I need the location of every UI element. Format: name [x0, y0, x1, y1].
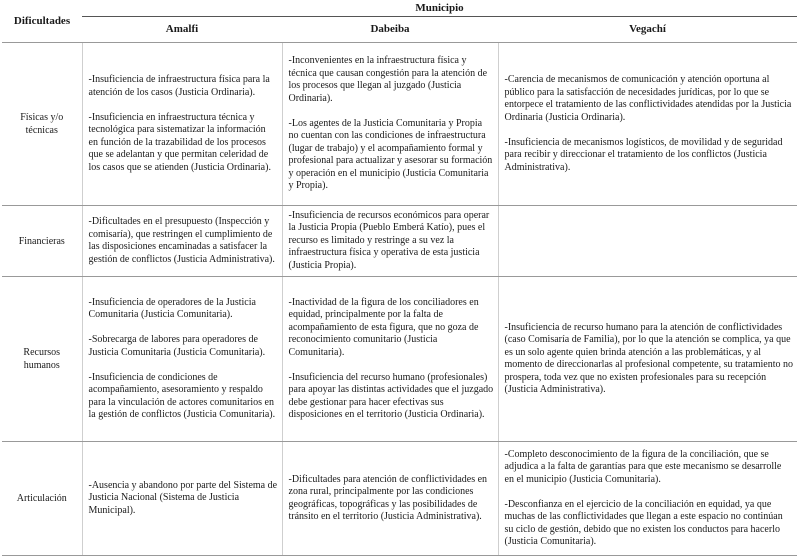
category-cell: Físicas y/o técnicas	[2, 43, 82, 206]
cell-paragraph: -Insuficiencia de mecanismos logísticos, de movilidad y de seguridad para recibir y direccionar el tratamiento de los conflictos (Justicia Administrativa).	[504, 136, 783, 173]
category-cell: Financieras	[2, 206, 82, 277]
header-dificultades: Dificultades	[2, 0, 82, 43]
cell-paragraph: -Sobrecarga de labores para operadores de Justicia Comunitaria (Justicia Comunitaria).	[88, 334, 266, 358]
dabeiba-cell	[282, 277, 498, 442]
vegachi-cell	[498, 206, 797, 277]
table-row	[2, 442, 797, 556]
table-row	[2, 277, 797, 442]
cell-paragraph: -Dificultades para atención de conflictividades en zona rural, principalmente por las condiciones geográficas, topográficas y las posibilidades de tránsito en el territorio (Justicia Administrativa).	[288, 473, 488, 522]
cell-paragraph: -Inactividad de la figura de los conciliadores en equidad, principalmente por la falta de acompañamiento de esta figura, que no goza de reconocimiento comunitario (Justicia Comunitaria).	[288, 296, 479, 358]
vegachi-cell	[498, 277, 797, 442]
dabeiba-cell	[282, 43, 498, 206]
cell-paragraph: -Insuficiencia de operadores de la Justicia Comunitaria (Justicia Comunitaria).	[88, 296, 256, 320]
cell-paragraph: -Completo desconocimiento de la figura de la conciliación, que se adjudica a la falta de garantías para que este mecanismo se desarrolle en el municipio (Justicia Comunitaria).	[504, 448, 782, 485]
cell-paragraph: -Insuficiencia de recursos económicos para operar la Justicia Propia (Pueblo Emberá Katío), pues el recurso es limitado y restringe a su vez la infraestructura física y operativa de esta justicia (Justicia Propia).	[288, 209, 490, 271]
vegachi-cell	[498, 43, 797, 206]
cell-paragraph: -Insuficiencia del recurso humano (profesionales) para apoyar las distintas actividades que el juzgado debe gestionar para hacer efectivas sus disposiciones en el territorio (Justicia Ordinaria).	[288, 371, 494, 420]
difficulties-table	[2, 0, 797, 556]
cell-paragraph: -Insuficiencia en infraestructura técnica y tecnológica para sistematizar la información en función de la trazabilidad de los procesos que se adelantan y que permitan celeridad de los casos que se atienden (Justicia Ordinaria).	[88, 111, 271, 173]
dabeiba-cell	[282, 442, 498, 556]
header-amalfi: Amalfi	[82, 17, 282, 43]
category-cell: Articulación	[2, 442, 82, 556]
header-dabeiba: Dabeiba	[282, 17, 498, 43]
cell-paragraph: -Carencia de mecanismos de comunicación y atención oportuna al público para la satisfacción de necesidades jurídicas, por lo que se entorpece el tratamiento de las conflictividades atendidas por la Justicia Ordinaria (Justicia Ordinaria).	[504, 74, 792, 123]
cell-paragraph: -Insuficiencia de recurso humano para la atención de conflictividades (caso Comisaría de Familia), por lo que la atención se complica, ya que es un solo agente quien brinda atención a las problemáticas, y al momento de direccionarlas al profesional competente, su tratamiento no prospera, toda vez que no existen profesionales para su recepción (Justicia Administrativa).	[504, 321, 794, 395]
table-row	[2, 206, 797, 277]
cell-paragraph: -Insuficiencia de condiciones de acompañamiento, asesoramiento y respaldo para la vinculación de actores comunitarios en la gestión de conflictos (Justicia Comunitaria).	[88, 371, 276, 420]
amalfi-cell	[82, 277, 282, 442]
cell-paragraph: -Inconvenientes en la infraestructura física y técnica que causan congestión para la atención de los procesos que llegan al juzgado (Justicia Ordinaria).	[288, 55, 488, 104]
cell-paragraph: -Los agentes de la Justicia Comunitaria y Propia no cuentan con las condiciones de infraestructura (lugar de trabajo) y el acompañamiento formal y profesional para actualizar y asesorar su formación y operación en el municipio (Justicia Comunitaria y Propia).	[288, 117, 493, 192]
header-municipio: Municipio	[82, 0, 797, 17]
category-cell: Recursos humanos	[2, 277, 82, 442]
amalfi-cell	[82, 43, 282, 206]
cell-paragraph: -Insuficiencia de infraestructura física para la atención de los casos (Justicia Ordinaria).	[88, 74, 270, 98]
table-row	[2, 43, 797, 206]
amalfi-cell	[82, 206, 282, 277]
vegachi-cell	[498, 442, 797, 556]
cell-paragraph: -Desconfianza en el ejercicio de la conciliación en equidad, ya que muchas de las conflictividades que llegan a este espacio no continúan su ciclo de gestión, debido que no existen los conductos para hacerlo (Justicia Comunitaria).	[504, 498, 783, 547]
amalfi-cell	[82, 442, 282, 556]
cell-paragraph: -Dificultades en el presupuesto (Inspección y comisaría), que restringen el cumplimiento de las disposiciones encaminadas a satisfacer la gestión de conflictos (Justicia Administrativa).	[88, 216, 275, 265]
header-vegachi: Vegachí	[498, 17, 797, 43]
cell-paragraph: -Ausencia y abandono por parte del Sistema de Justicia Nacional (Sistema de Justicia Municipal).	[88, 479, 278, 516]
dabeiba-cell	[282, 206, 498, 277]
